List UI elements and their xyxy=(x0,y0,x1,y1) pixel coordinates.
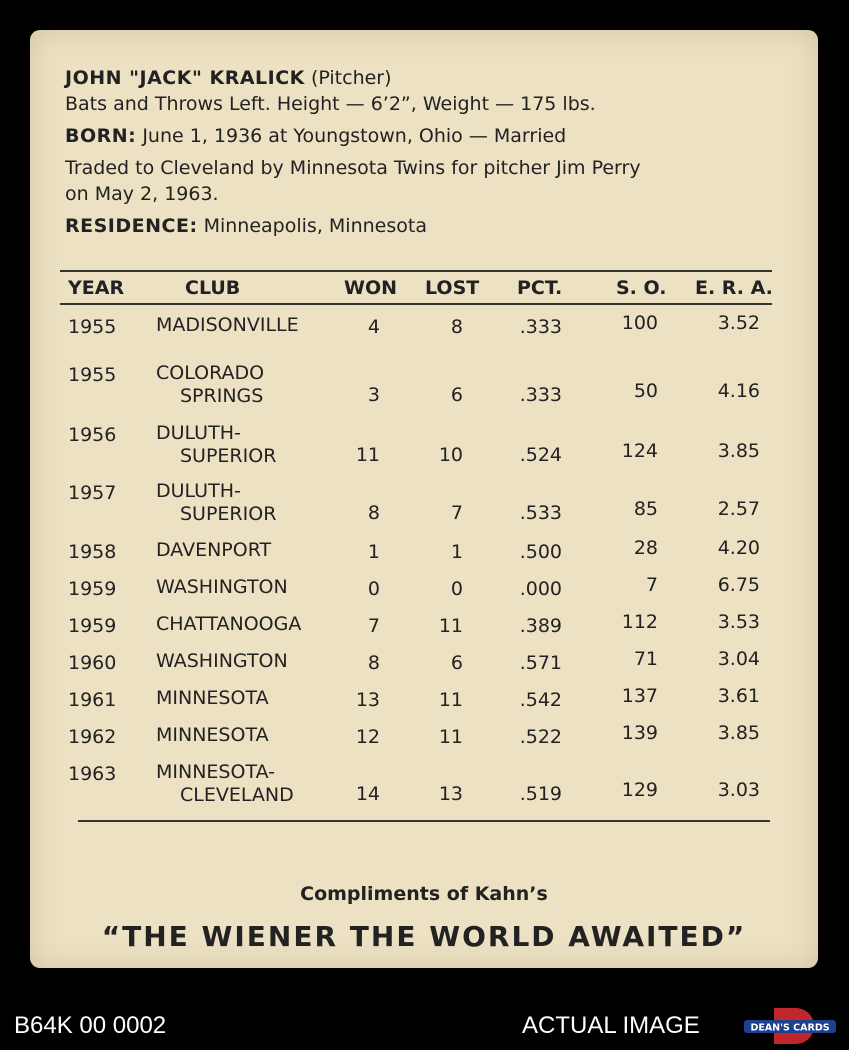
cell-pct: .524 xyxy=(519,444,562,466)
residence-label: RESIDENCE: xyxy=(65,215,198,237)
club-line-1: MINNESOTA- xyxy=(156,761,276,783)
cell-pct: .533 xyxy=(519,502,562,524)
cell-year: 1959 xyxy=(68,578,117,600)
cell-year: 1961 xyxy=(68,689,117,711)
cell-club xyxy=(156,314,299,337)
player-position: (Pitcher) xyxy=(310,67,392,89)
cell-year: 1963 xyxy=(68,763,117,785)
cell-so: 85 xyxy=(633,498,658,520)
club-line-1: MADISONVILLE xyxy=(156,314,299,336)
cell-year: 1958 xyxy=(68,541,117,563)
cell-so: 139 xyxy=(621,722,658,744)
svg-text:DEAN'S CARDS: DEAN'S CARDS xyxy=(750,1022,830,1034)
cell-pct: .333 xyxy=(519,316,562,338)
cell-year: 1957 xyxy=(68,482,117,504)
cell-era: 3.53 xyxy=(717,611,760,633)
table-row xyxy=(30,685,818,715)
player-name: JOHN "JACK" KRALICK xyxy=(65,67,305,89)
cell-club xyxy=(156,613,301,636)
cell-pct: .000 xyxy=(519,578,562,600)
cell-lost: 11 xyxy=(438,615,463,637)
cell-era: 4.20 xyxy=(717,537,760,559)
cell-club xyxy=(156,650,288,673)
born-label: BORN: xyxy=(65,125,137,147)
cell-lost: 8 xyxy=(450,316,463,338)
cell-won: 12 xyxy=(355,726,380,748)
cell-won: 1 xyxy=(367,541,380,563)
cell-pct: .522 xyxy=(519,726,562,748)
cell-lost: 13 xyxy=(438,783,463,805)
born-line xyxy=(65,124,785,148)
cell-pct: .519 xyxy=(519,783,562,805)
club-line-2: SUPERIOR xyxy=(180,503,277,525)
cell-year: 1955 xyxy=(68,364,117,386)
cell-lost: 11 xyxy=(438,689,463,711)
table-header-rule xyxy=(60,303,772,305)
cell-era: 3.03 xyxy=(717,779,760,801)
cell-lost: 0 xyxy=(450,578,463,600)
cell-so: 7 xyxy=(645,574,658,596)
cell-club xyxy=(156,362,264,408)
cell-club xyxy=(156,480,276,526)
header-club: CLUB xyxy=(185,277,241,299)
cell-lost: 6 xyxy=(450,384,463,406)
table-row xyxy=(30,759,818,809)
cell-club xyxy=(156,539,271,562)
table-bottom-rule xyxy=(78,820,770,822)
cell-won: 13 xyxy=(355,689,380,711)
cell-won: 3 xyxy=(367,384,380,406)
club-line-2: SPRINGS xyxy=(180,385,264,407)
cell-so: 28 xyxy=(633,537,658,559)
cell-club xyxy=(156,422,276,468)
cell-year: 1955 xyxy=(68,316,117,338)
club-line-2: CLEVELAND xyxy=(180,784,294,806)
item-code: B64K 00 0002 xyxy=(14,1012,167,1039)
cell-won: 11 xyxy=(355,444,380,466)
table-row xyxy=(30,611,818,641)
club-line-1: COLORADO xyxy=(156,362,265,384)
club-line-1: MINNESOTA xyxy=(156,724,269,746)
cell-era: 2.57 xyxy=(717,498,760,520)
cell-pct: .571 xyxy=(519,652,562,674)
cell-era: 3.52 xyxy=(717,312,760,334)
born-value: June 1, 1936 at Youngstown, Ohio — Married xyxy=(142,125,567,147)
club-line-1: WASHINGTON xyxy=(156,576,288,598)
cell-so: 112 xyxy=(621,611,658,633)
cell-era: 4.16 xyxy=(717,380,760,402)
club-line-1: DULUTH- xyxy=(156,480,241,502)
actual-image-label: ACTUAL IMAGE xyxy=(522,1012,700,1039)
name-line xyxy=(65,66,785,90)
club-line-1: WASHINGTON xyxy=(156,650,288,672)
cell-won: 8 xyxy=(367,502,380,524)
cell-era: 3.85 xyxy=(717,440,760,462)
player-bio xyxy=(65,66,785,246)
header-year: YEAR xyxy=(68,277,125,299)
cell-club xyxy=(156,724,269,747)
cell-club xyxy=(156,576,288,599)
club-line-1: CHATTANOOGA xyxy=(156,613,302,635)
cell-year: 1960 xyxy=(68,652,117,674)
cell-pct: .333 xyxy=(519,384,562,406)
cell-so: 100 xyxy=(621,312,658,334)
cell-won: 0 xyxy=(367,578,380,600)
cell-era: 6.75 xyxy=(717,574,760,596)
cell-won: 14 xyxy=(355,783,380,805)
cell-won: 7 xyxy=(367,615,380,637)
table-row xyxy=(30,722,818,752)
cell-pct: .542 xyxy=(519,689,562,711)
cell-year: 1956 xyxy=(68,424,117,446)
bats-throws-line: Bats and Throws Left. Height — 6’2”, Weight — 175 lbs. xyxy=(65,93,596,115)
table-row xyxy=(30,478,818,528)
cell-year: 1959 xyxy=(68,615,117,637)
cell-lost: 10 xyxy=(438,444,463,466)
compliments-text: Compliments of Kahn’s xyxy=(300,883,548,905)
trade-line-1: Traded to Cleveland by Minnesota Twins for pitcher Jim Perry xyxy=(65,157,641,179)
club-line-1: MINNESOTA xyxy=(156,687,269,709)
cell-lost: 1 xyxy=(450,541,463,563)
cell-so: 137 xyxy=(621,685,658,707)
cell-era: 3.61 xyxy=(717,685,760,707)
club-line-1: DAVENPORT xyxy=(156,539,272,561)
cell-year: 1962 xyxy=(68,726,117,748)
cell-so: 124 xyxy=(621,440,658,462)
table-row xyxy=(30,648,818,678)
cell-era: 3.04 xyxy=(717,648,760,670)
header-pct: PCT. xyxy=(517,277,563,299)
cell-club xyxy=(156,687,269,710)
table-row xyxy=(30,420,818,470)
club-line-1: DULUTH- xyxy=(156,422,241,444)
table-row xyxy=(30,312,818,342)
cell-so: 50 xyxy=(633,380,658,402)
cell-club xyxy=(156,761,294,807)
header-lost: LOST xyxy=(425,277,480,299)
cell-pct: .389 xyxy=(519,615,562,637)
cell-so: 129 xyxy=(621,779,658,801)
club-line-2: SUPERIOR xyxy=(180,445,277,467)
residence-value: Minneapolis, Minnesota xyxy=(203,215,427,237)
cell-won: 4 xyxy=(367,316,380,338)
header-won: WON xyxy=(344,277,398,299)
cell-lost: 11 xyxy=(438,726,463,748)
cell-era: 3.85 xyxy=(717,722,760,744)
cell-won: 8 xyxy=(367,652,380,674)
card-back xyxy=(30,30,818,968)
trade-line-2: on May 2, 1963. xyxy=(65,183,219,205)
cell-lost: 7 xyxy=(450,502,463,524)
table-row xyxy=(30,360,818,410)
cell-pct: .500 xyxy=(519,541,562,563)
residence-line xyxy=(65,214,785,238)
table-top-rule xyxy=(60,270,772,272)
table-row xyxy=(30,537,818,567)
cell-so: 71 xyxy=(633,648,658,670)
header-era: E. R. A. xyxy=(695,277,773,299)
table-row xyxy=(30,574,818,604)
deans-cards-logo xyxy=(744,1006,836,1046)
cell-lost: 6 xyxy=(450,652,463,674)
slogan-text: “THE WIENER THE WORLD AWAITED” xyxy=(101,920,747,953)
header-so: S. O. xyxy=(616,277,667,299)
